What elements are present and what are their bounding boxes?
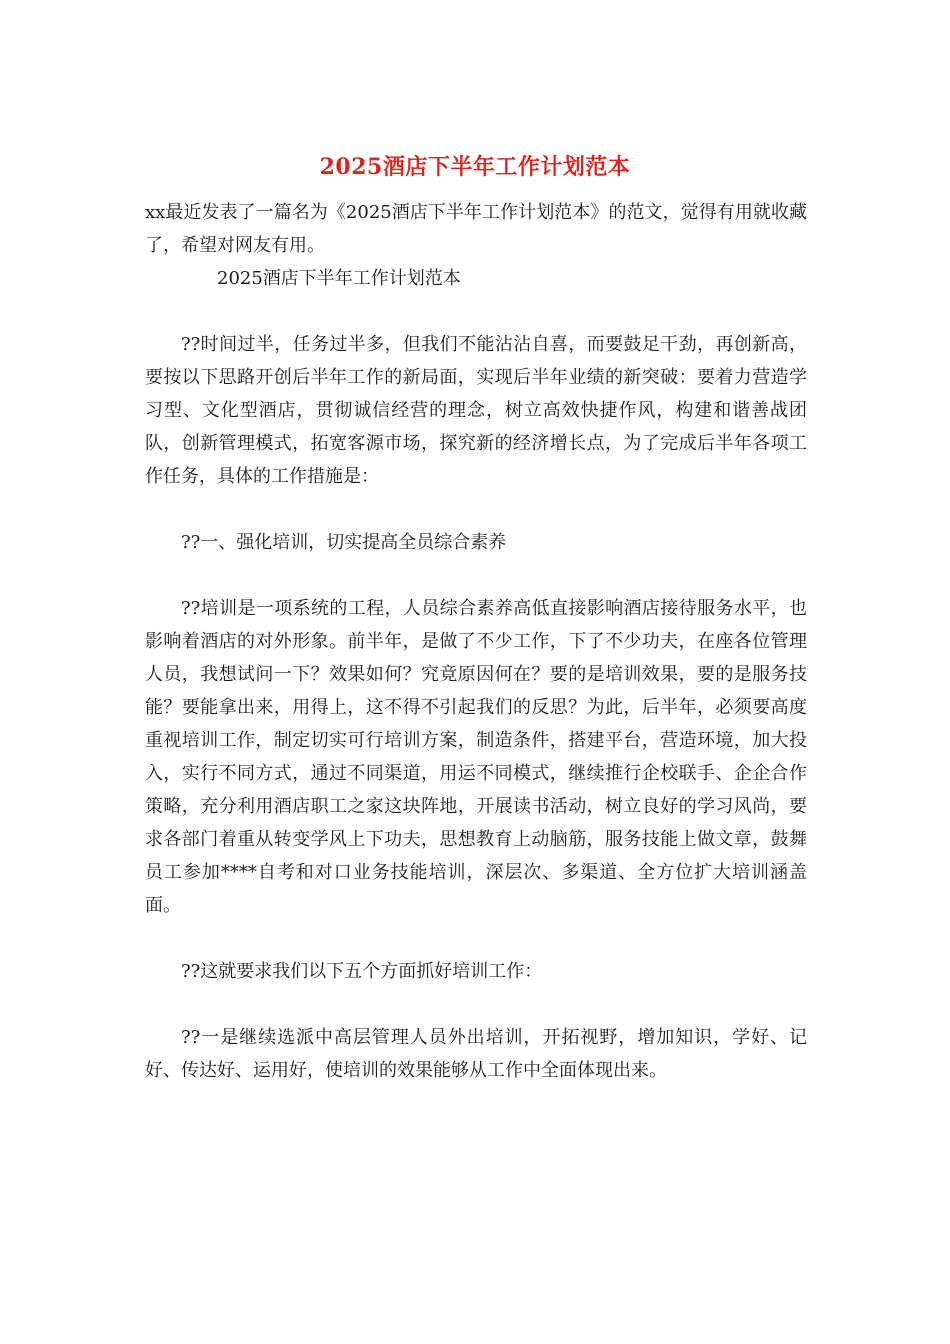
document-body (145, 196, 807, 1120)
document-subtitle: 2025酒店下半年工作计划范本 (217, 268, 461, 289)
intro-paragraph: xx最近发表了一篇名为《2025酒店下半年工作计划范本》的范文，觉得有用就收藏了，希望对网友有用。 (145, 202, 807, 256)
body-paragraph: ??这就要求我们以下五个方面抓好培训工作： (181, 961, 543, 982)
body-paragraph: ??一是继续选派中高层管理人员外出培训，开拓视野，增加知识，学好、记好、传达好、运用好，使培训的效果能够从工作中全面体现出来。 (145, 1027, 807, 1081)
section-heading: ??一、强化培训，切实提高全员综合素养 (181, 532, 507, 553)
document-title: 2025酒店下半年工作计划范本 (319, 154, 631, 180)
body-paragraph: ??时间过半，任务过半多，但我们不能沾沾自喜，而要鼓足干劲，再创新高，要按以下思路开创后半年工作的新局面，实现后半年业绩的新突破：要着力营造学习型、文化型酒店，贯彻诚信经营的理念，树立高效快捷作风，构建和谐善战团队，创新管理模式，拓宽客源市场，探究新的经济增长点，为了完成后半年各项工作任务，具体的工作措施是： (145, 334, 807, 487)
body-paragraph: ??培训是一项系统的工程，人员综合素养高低直接影响酒店接待服务水平，也影响着酒店的对外形象。前半年，是做了不少工作，下了不少功夫，在座各位管理人员，我想试问一下？效果如何？究竟原因何在？要的是培训效果，要的是服务技能？要能拿出来，用得上，这不得不引起我们的反思？为此，后半年，必须要高度重视培训工作，制定切实可行培训方案，制造条件，搭建平台，营造环境，加大投入，实行不同方式，通过不同渠道，用运不同模式，继续推行企校联手、企企合作策略，充分利用酒店职工之家这块阵地，开展读书活动，树立良好的学习风尚，要求各部门着重从转变学风上下功夫，思想教育上动脑筋，服务技能上做文章，鼓舞员工参加****自考和对口业务技能培训，深层次、多渠道、全方位扩大培训涵盖面。 (145, 598, 807, 916)
